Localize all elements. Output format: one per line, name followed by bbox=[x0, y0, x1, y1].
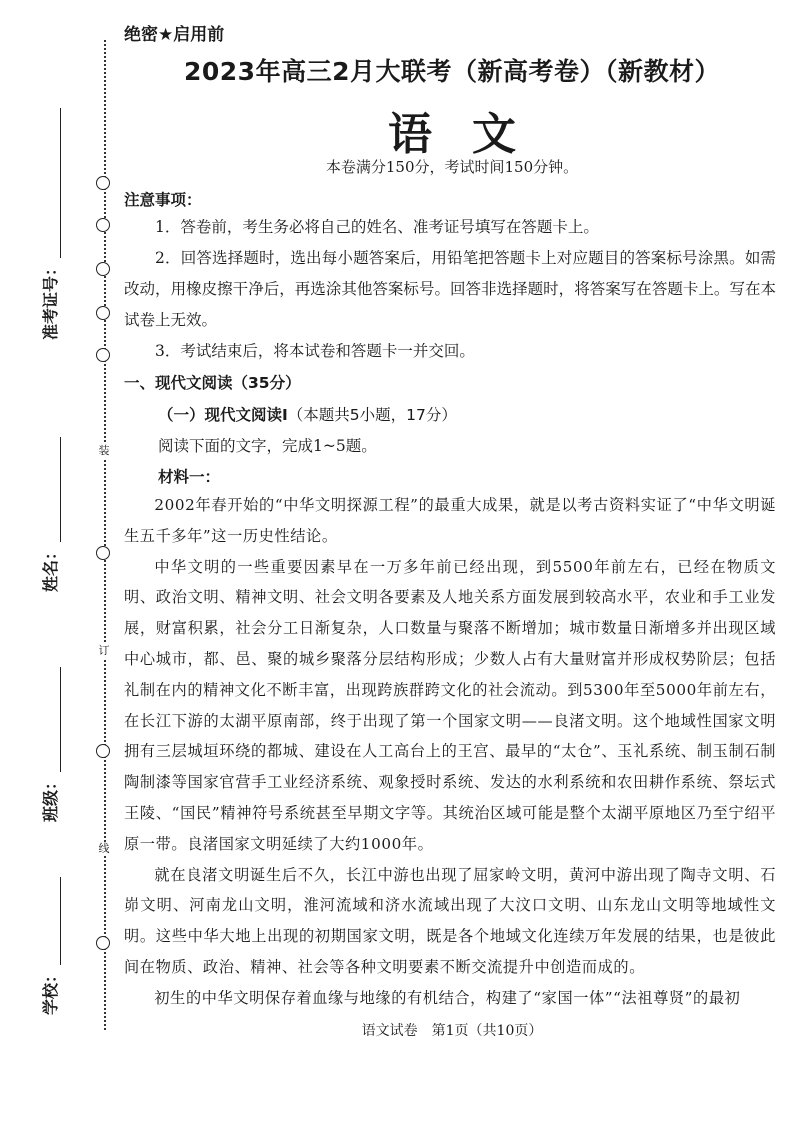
material-paragraph: 初生的中华文明保存着血缘与地缘的有机结合，构建了“家国一体”“法祖尊贤”的最初 bbox=[154, 988, 741, 1007]
notice-item: 1．答卷前，考生务必将自己的姓名、准考证号填写在答题卡上。 bbox=[155, 218, 599, 236]
binding-hole bbox=[96, 262, 110, 276]
class-blank bbox=[42, 667, 61, 772]
material-text bbox=[124, 490, 776, 1014]
binding-hole bbox=[96, 348, 110, 362]
seal-char-zhuang: 装 bbox=[96, 444, 112, 458]
exam-id-blank bbox=[42, 108, 61, 258]
subsection-name: （一）现代文阅读Ⅰ bbox=[158, 406, 288, 424]
notice-list bbox=[124, 212, 776, 367]
name-field bbox=[38, 437, 61, 592]
binding-hole bbox=[96, 936, 110, 950]
exam-id-label: 准考证号： bbox=[41, 259, 60, 340]
reading-instruction: 阅读下面的文字，完成1~5题。 bbox=[158, 437, 377, 455]
subsection-note: （本题共5小题，17分） bbox=[287, 406, 457, 424]
notice-item: 2．回答选择题时，选出每小题答案后，用铅笔把答题卡上对应题目的答案标号涂黑。如需改动，用橡皮擦干净后，再选涂其他答案标号。回答非选择题时，将答案写在答题卡上。写在本试卷上无效。 bbox=[124, 249, 776, 329]
binding-hole bbox=[96, 218, 110, 232]
material-label: 材料一： bbox=[158, 468, 221, 486]
section-title: 一、现代文阅读（35分） bbox=[124, 374, 301, 392]
material-paragraph: 中华文明的一些重要因素早在一万多年前已经出现，到5500年前左右，已经在物质文明、政治文明、精神文明、社会文明各要素及人地关系方面发展到较高水平，农业和手工业发展，财富积累，社会分工日渐复杂，人口数量与聚落不断增加；城市数量日渐增多并出现区域中心城市，都、邑、聚的城乡聚落分层结构形成；少数人占有大量财富并形成权势阶层；包括礼制在内的精神文化不断丰富，出现跨族群跨文化的社会流动。到5300年至5000年前左右，在长江下游的太湖平原南部，终于出现了第一个国家文明——良渚文明。这个地域性国家文明拥有三层城垣环绕的都城、建设在人工高台上的王宫、最早的“太仓”、玉礼系统、制玉制石制陶制漆等国家官营手工业经济系统、观象授时系统、发达的水利系统和农田耕作系统、祭坛式王陵、“国民”精神符号系统甚至早期文字等。其统治区域可能是整个太湖平原地区乃至宁绍平原一带。良渚国家文明延续了大约1000年。 bbox=[124, 557, 776, 853]
exam-id-field bbox=[38, 108, 61, 340]
notice-item: 3．考试结束后，将本试卷和答题卡一并交回。 bbox=[155, 342, 475, 360]
binding-hole bbox=[96, 744, 110, 758]
name-blank bbox=[42, 437, 61, 542]
class-field bbox=[38, 667, 61, 822]
binding-hole bbox=[96, 306, 110, 320]
confidential-mark: 绝密★启用前 bbox=[124, 25, 225, 45]
binding-hole bbox=[96, 546, 110, 560]
seal-char-xian: 线 bbox=[96, 842, 112, 856]
exam-title: 2023年高三2月大联考（新高考卷）（新教材） bbox=[184, 57, 720, 86]
class-label: 班级： bbox=[41, 773, 60, 822]
school-label: 学校： bbox=[41, 966, 60, 1015]
material-paragraph: 2002年春开始的“中华文明探源工程”的最重大成果，就是以考古资料实证了“中华文明诞生五千多年”这一历史性结论。 bbox=[124, 496, 776, 545]
name-label: 姓名： bbox=[41, 543, 60, 592]
score-info: 本卷满分150分，考试时间150分钟。 bbox=[325, 158, 579, 176]
notice-heading: 注意事项： bbox=[124, 191, 202, 209]
subject-title: 语文 bbox=[388, 109, 556, 160]
school-field bbox=[38, 877, 61, 1015]
material-paragraph: 就在良渚文明诞生后不久，长江中游也出现了屈家岭文明，黄河中游出现了陶寺文明、石峁文明、河南龙山文明，淮河流域和济水流域出现了大汶口文明、山东龙山文明等地域性文明。这些中华大地上出现的初期国家文明，既是各个地域文化连续万年发展的结果，也是彼此间在物质、政治、精神、社会等各种文明要素不断交流提升中创造而成的。 bbox=[124, 865, 776, 976]
binding-hole bbox=[96, 176, 110, 190]
subsection-title bbox=[158, 403, 457, 425]
binding-margin bbox=[0, 0, 110, 1132]
page-footer: 语文试卷 第1页（共10页） bbox=[361, 1023, 543, 1039]
school-blank bbox=[42, 877, 61, 965]
seal-char-ding: 订 bbox=[96, 644, 112, 658]
